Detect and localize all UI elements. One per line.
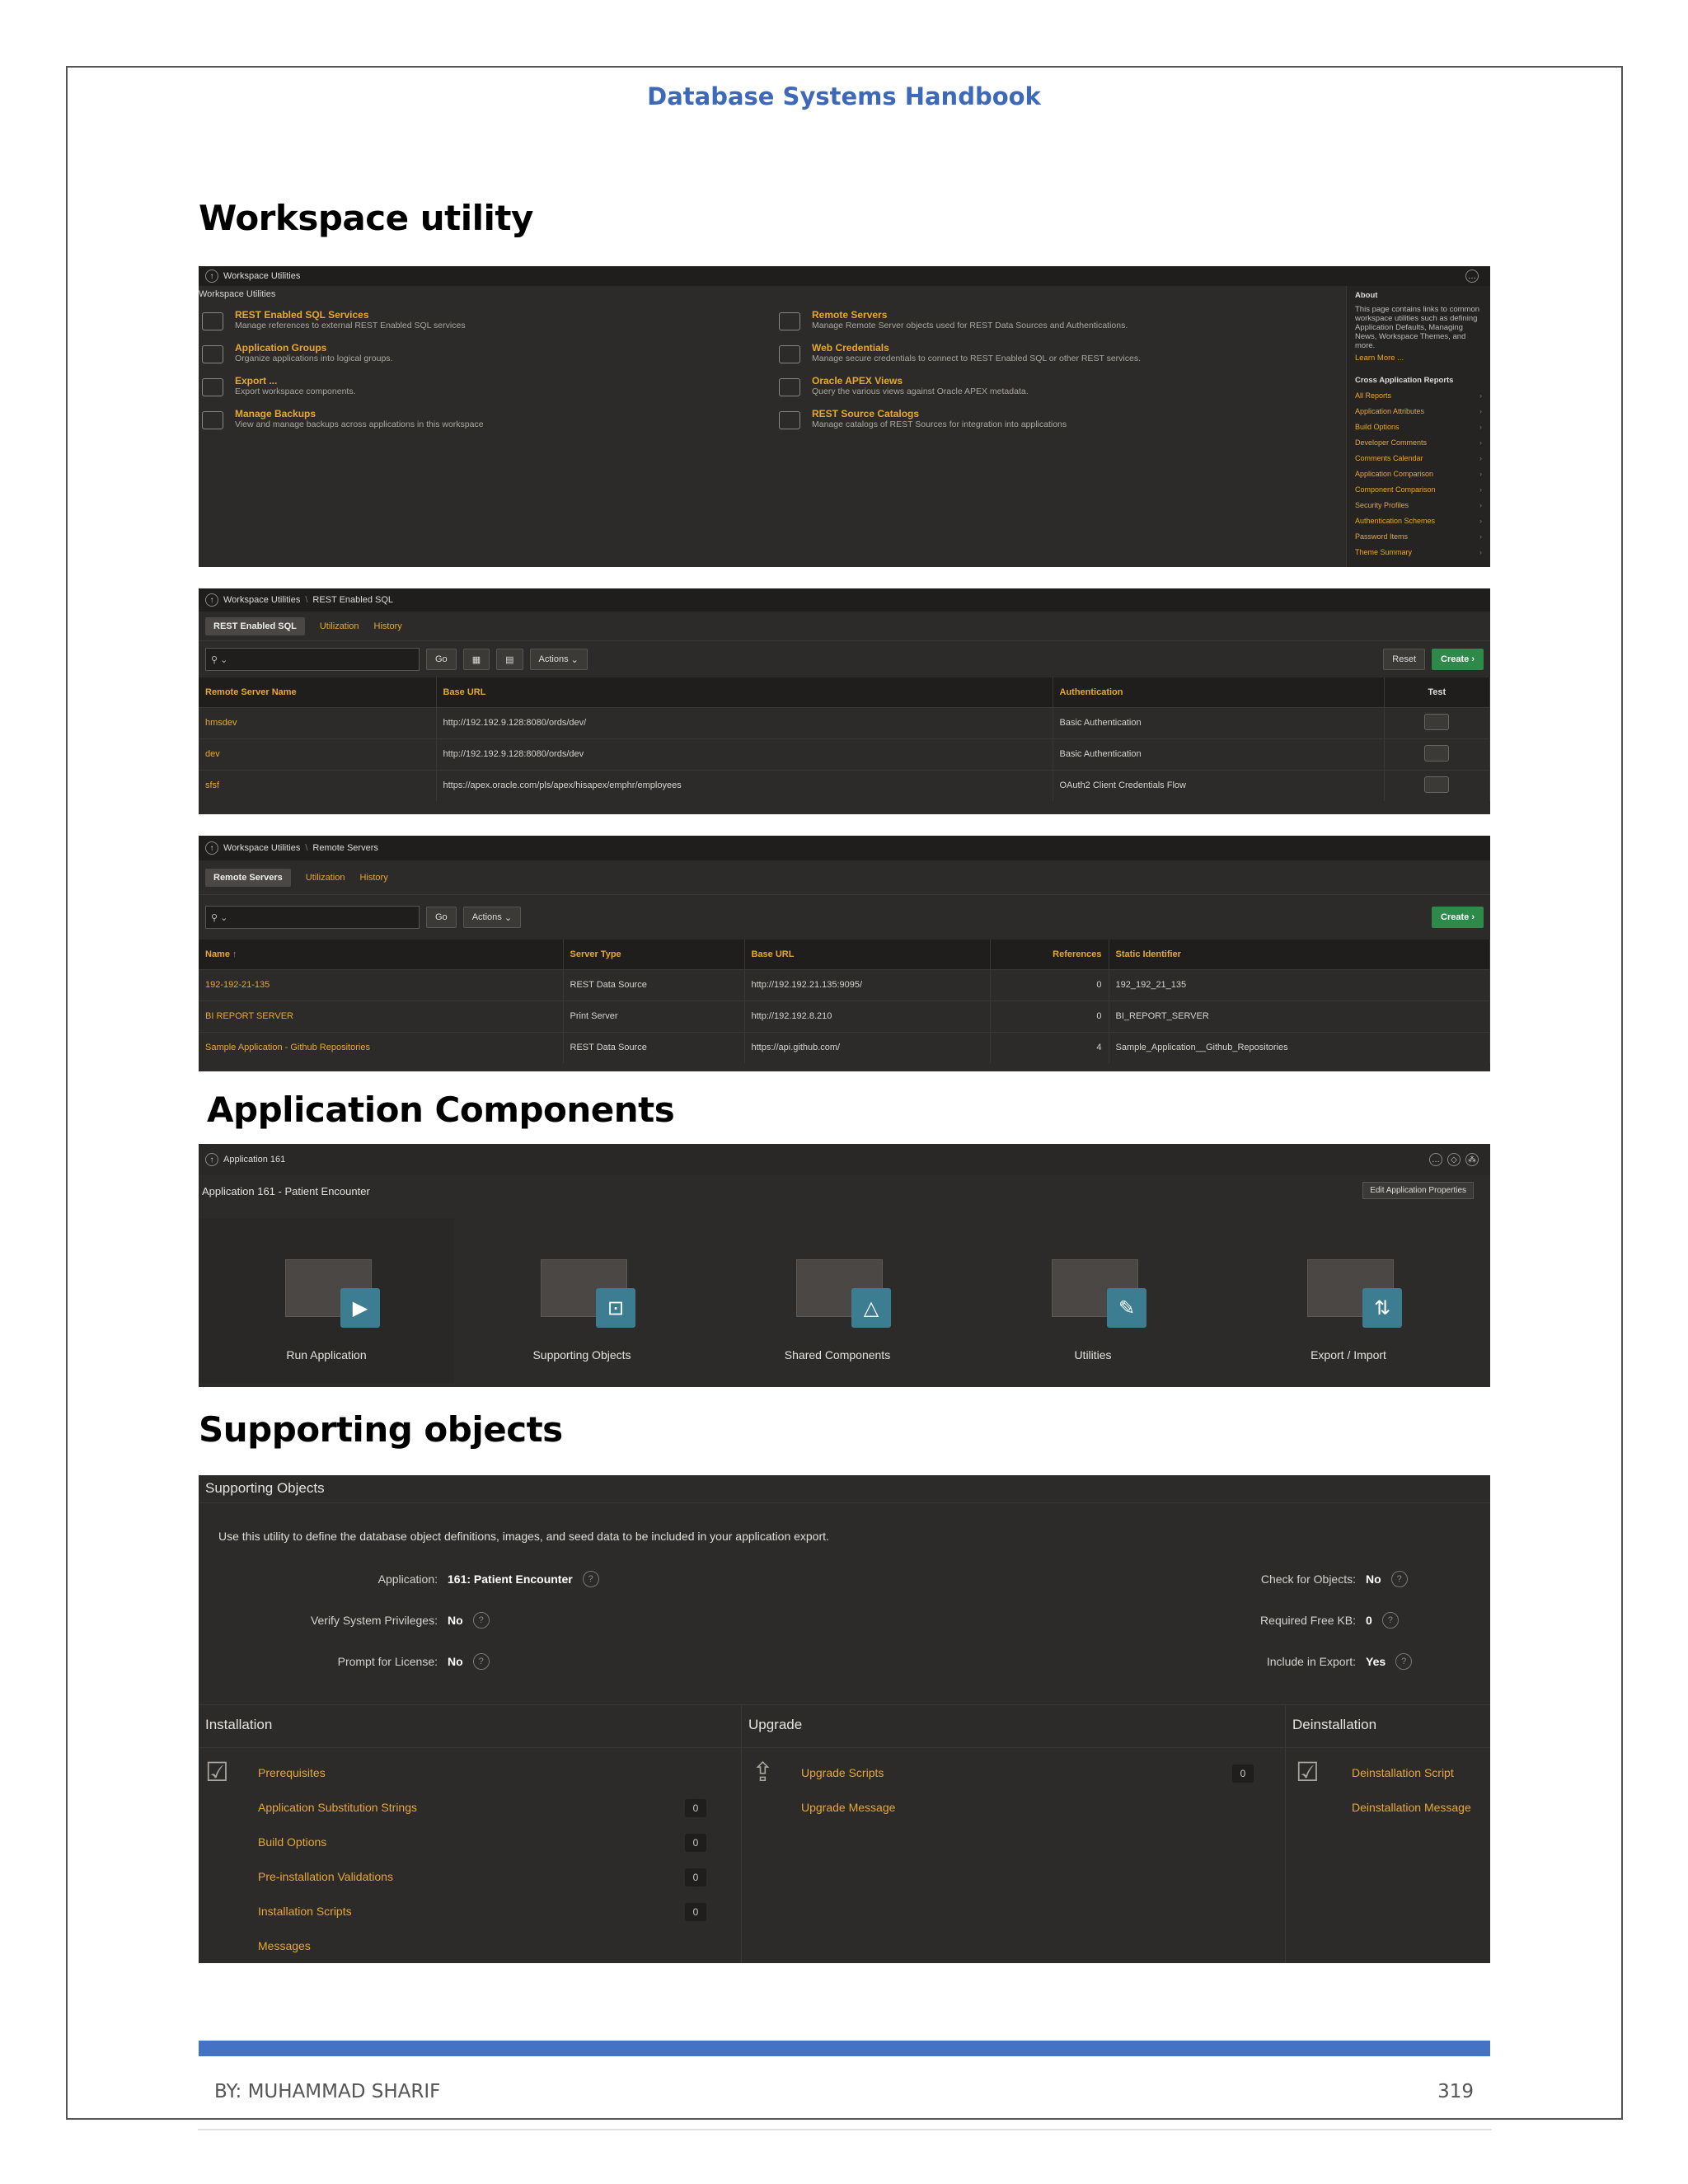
table-cell: 192_192_21_135 (1109, 969, 1490, 1001)
go-button[interactable]: Go (426, 649, 457, 670)
utility-desc: Organize applications into logical groups. (235, 354, 393, 363)
breadcrumb-bar (199, 266, 1490, 286)
export-icon (202, 378, 223, 396)
table-row (199, 1032, 1490, 1063)
description-text: Use this utility to define the database object definitions, images, and seed data to be included in your application export. (218, 1530, 829, 1543)
tab-utilization[interactable]: Utilization (319, 621, 359, 631)
upgrade-title: Upgrade (742, 1705, 1285, 1748)
column-header: Test (1384, 677, 1490, 707)
verify-privileges-field (199, 1612, 490, 1629)
application-home-screenshot (199, 1144, 1490, 1387)
utility-desc: View and manage backups across applications in this workspace (235, 419, 484, 429)
test-connection-button[interactable] (1424, 745, 1449, 762)
utility-desc: Manage secure credentials to connect to REST Enabled SQL or other REST services. (812, 354, 1142, 363)
installation-column (199, 1704, 742, 1963)
upgrade-column (742, 1704, 1286, 1963)
help-icon[interactable]: ? (473, 1612, 490, 1629)
table-cell: https://api.github.com/ (744, 1032, 990, 1063)
table-row (199, 707, 1490, 738)
column-header[interactable]: Remote Server Name (199, 677, 436, 707)
field-value[interactable]: No (448, 1614, 463, 1627)
table-cell[interactable]: sfsf (199, 770, 436, 801)
remote-servers-table (199, 940, 1490, 1063)
about-title: About (1355, 291, 1378, 300)
region-title: Workspace Utilities (199, 289, 276, 299)
views-icon (779, 378, 800, 396)
substitution-strings-link[interactable]: Application Substitution Strings (258, 1801, 417, 1814)
run-application-tile[interactable] (199, 1218, 454, 1383)
bottom-divider (198, 2129, 1492, 2130)
help-icon[interactable]: ? (1391, 1571, 1408, 1587)
application-field (199, 1571, 627, 1587)
test-connection-button[interactable] (1424, 776, 1449, 793)
utility-item[interactable] (199, 408, 759, 439)
section-heading-workspace-utility: Workspace utility (199, 198, 533, 238)
table-cell: http://192.192.8.210 (744, 1001, 990, 1032)
table-cell: Basic Authentication (1053, 738, 1384, 770)
utility-title[interactable]: Web Credentials (812, 342, 889, 354)
utility-title[interactable]: Oracle APEX Views (812, 375, 903, 387)
list-view-icon[interactable]: ▤ (496, 649, 523, 670)
field-label: Application: (377, 1572, 438, 1586)
column-header[interactable]: Base URL (436, 677, 1053, 707)
column-header[interactable]: Static Identifier (1109, 940, 1490, 969)
tile-label: Export / Import (1311, 1348, 1386, 1361)
prerequisites-link[interactable]: Prerequisites (258, 1766, 326, 1779)
about-sidebar (1346, 286, 1490, 567)
report-link[interactable]: Application Attributes › (1355, 404, 1482, 419)
create-button[interactable]: Create › (1432, 649, 1484, 670)
share-icon[interactable]: ⁂ (1465, 1153, 1479, 1166)
tile-label: Supporting Objects (532, 1348, 631, 1361)
required-free-kb-field (1138, 1612, 1399, 1629)
shapes-icon: △ (851, 1288, 891, 1328)
export-import-icon: ⇅ (1362, 1288, 1402, 1328)
field-value[interactable]: No (1366, 1572, 1381, 1586)
field-label: Include in Export: (1266, 1655, 1356, 1668)
tab-remote-servers[interactable]: Remote Servers (205, 869, 291, 887)
server-icon (779, 312, 800, 330)
breadcrumb[interactable]: Application 161 (223, 1155, 286, 1165)
column-header[interactable]: Authentication (1053, 677, 1384, 707)
count-badge: 0 (685, 1903, 706, 1921)
tab-history[interactable]: History (373, 621, 402, 631)
help-icon[interactable]: ? (473, 1653, 490, 1670)
utility-desc: Manage Remote Server objects used for REST Data Sources and Authentications. (812, 321, 1128, 330)
up-arrow-icon[interactable]: ↑ (205, 593, 218, 607)
report-link[interactable]: Developer Comments › (1355, 435, 1482, 451)
report-link[interactable]: Security Profiles › (1355, 498, 1482, 513)
column-header[interactable]: Base URL (744, 940, 990, 969)
utility-item[interactable] (199, 342, 759, 373)
breadcrumb-item[interactable]: Workspace Utilities (223, 843, 301, 853)
report-link[interactable]: Build Options › (1355, 419, 1482, 435)
column-header[interactable]: Server Type (563, 940, 744, 969)
rest-sql-table (199, 677, 1490, 801)
count-badge: 0 (1232, 1765, 1254, 1783)
footer-rule (199, 2041, 1490, 2056)
test-connection-button[interactable] (1424, 714, 1449, 730)
field-label: Check for Objects: (1260, 1572, 1356, 1586)
actions-menu[interactable]: Actions ⌄ (463, 907, 521, 928)
deinstallation-title: Deinstallation (1286, 1705, 1490, 1748)
region-title: Supporting Objects (199, 1475, 1490, 1503)
utility-item[interactable] (199, 375, 759, 406)
checklist-icon: ☑ (205, 1757, 229, 1787)
tab-bar (199, 612, 1490, 641)
go-button[interactable]: Go (426, 907, 457, 928)
tab-utilization[interactable]: Utilization (305, 872, 345, 883)
pre-installation-validations-link[interactable]: Pre-installation Validations (258, 1870, 393, 1883)
search-input[interactable] (205, 906, 420, 929)
prompt-license-field (199, 1653, 490, 1670)
table-cell: 4 (990, 1032, 1109, 1063)
report-link[interactable]: Password Items › (1355, 529, 1482, 545)
breadcrumb[interactable]: Workspace Utilities (223, 271, 301, 281)
tile-label: Run Application (286, 1348, 367, 1361)
table-cell: Basic Authentication (1053, 707, 1384, 738)
actions-menu[interactable]: Actions ⌄ (530, 649, 588, 670)
utility-item[interactable] (776, 309, 1336, 340)
rest-enabled-sql-screenshot (199, 588, 1490, 814)
table-row (199, 738, 1490, 770)
create-button[interactable]: Create › (1432, 907, 1484, 928)
about-text: This page contains links to common workspace utilities such as defining Application Defaults, Managing News, Workspace Themes, and more. (1355, 305, 1480, 350)
utility-title[interactable]: Export ... (235, 375, 278, 387)
utility-item[interactable] (776, 408, 1336, 439)
report-link[interactable]: Comments Calendar › (1355, 451, 1482, 466)
up-arrow-icon[interactable]: ↑ (205, 1153, 218, 1166)
group-icon (202, 345, 223, 363)
breadcrumb-item: REST Enabled SQL (312, 595, 394, 605)
table-cell: OAuth2 Client Credentials Flow (1053, 770, 1384, 801)
report-link[interactable]: Theme Summary › (1355, 545, 1482, 560)
checklist-icon: ☑ (1296, 1757, 1320, 1787)
utilities-region (199, 286, 1342, 567)
table-row (199, 1001, 1490, 1032)
count-badge: 0 (685, 1834, 706, 1852)
remote-servers-screenshot (199, 836, 1490, 1071)
breadcrumb-bar (199, 1144, 1490, 1175)
utility-title[interactable]: Manage Backups (235, 408, 316, 419)
learn-more-link[interactable]: Learn More ... (1355, 354, 1404, 363)
table-row (199, 969, 1490, 1001)
search-icon: ⚲ ⌄ (211, 912, 228, 923)
report-toolbar (199, 641, 1490, 677)
report-link[interactable]: Authentication Schemes › (1355, 513, 1482, 529)
breadcrumb-item[interactable]: Workspace Utilities (223, 595, 301, 605)
upgrade-message-link[interactable]: Upgrade Message (801, 1801, 896, 1814)
section-heading-supporting-objects: Supporting objects (199, 1409, 563, 1450)
application-title: Application 161 - Patient Encounter (202, 1185, 370, 1197)
tile-label: Utilities (1074, 1348, 1112, 1361)
table-cell: http://192.192.21.135:9095/ (744, 969, 990, 1001)
shared-components-tile[interactable] (710, 1218, 965, 1383)
table-cell: 0 (990, 1001, 1109, 1032)
wrench-icon: ✎ (1107, 1288, 1146, 1328)
deinstallation-message-link[interactable]: Deinstallation Message (1352, 1801, 1471, 1814)
reports-title: Cross Application Reports (1355, 376, 1454, 385)
report-link[interactable]: All Reports › (1355, 388, 1482, 404)
utility-item[interactable] (776, 342, 1336, 373)
edit-application-properties-button[interactable]: Edit Application Properties (1362, 1182, 1474, 1199)
grid-view-icon[interactable]: ▦ (463, 649, 490, 670)
table-row (199, 770, 1490, 801)
tag-icon[interactable]: ◇ (1447, 1153, 1461, 1166)
report-toolbar (199, 895, 1490, 940)
utility-title[interactable]: REST Enabled SQL Services (235, 309, 369, 321)
utility-title[interactable]: REST Source Catalogs (812, 408, 920, 419)
breadcrumb-item: Remote Servers (312, 843, 378, 853)
utility-desc: Manage catalogs of REST Sources for integration into applications (812, 419, 1067, 429)
utility-desc: Export workspace components. (235, 387, 356, 396)
help-icon[interactable]: ? (1382, 1612, 1399, 1629)
table-cell[interactable]: dev (199, 738, 436, 770)
breadcrumb-bar: ↑ Workspace Utilities \ REST Enabled SQL (199, 588, 1490, 612)
table-cell: Sample_Application__Github_Repositories (1109, 1032, 1490, 1063)
field-value[interactable]: No (448, 1655, 463, 1668)
table-cell: REST Data Source (563, 969, 744, 1001)
field-label: Required Free KB: (1260, 1614, 1356, 1627)
help-icon[interactable]: ? (1395, 1653, 1412, 1670)
search-icon: ⚲ ⌄ (211, 654, 228, 665)
table-cell: 0 (990, 969, 1109, 1001)
up-arrow-icon[interactable]: ↑ (205, 841, 218, 855)
table-cell: BI_REPORT_SERVER (1109, 1001, 1490, 1032)
chat-icon[interactable]: … (1429, 1153, 1442, 1166)
page-number: 319 (1437, 2081, 1474, 2102)
build-options-link[interactable]: Build Options (258, 1835, 327, 1849)
utility-item[interactable] (199, 309, 759, 340)
key-icon (779, 345, 800, 363)
tile-label: Shared Components (784, 1348, 891, 1361)
supporting-objects-icon: ⊡ (596, 1288, 635, 1328)
section-heading-application-components: Application Components (207, 1090, 675, 1130)
rest-sql-icon (202, 312, 223, 330)
report-link[interactable]: Component Comparison › (1355, 482, 1482, 498)
table-cell: REST Data Source (563, 1032, 744, 1063)
supporting-objects-tile[interactable] (454, 1218, 710, 1383)
workspace-utilities-screenshot (199, 266, 1490, 567)
table-cell[interactable]: BI REPORT SERVER (199, 1001, 563, 1032)
field-value[interactable]: 0 (1366, 1614, 1372, 1627)
table-cell[interactable]: hmsdev (199, 707, 436, 738)
backup-icon (202, 411, 223, 429)
column-header[interactable]: Name ↑ (199, 940, 563, 969)
table-cell: https://apex.oracle.com/pls/apex/hisapex/emphr/employees (436, 770, 1053, 801)
table-cell[interactable]: 192-192-21-135 (199, 969, 563, 1001)
help-icon[interactable]: ? (583, 1571, 599, 1587)
table-cell[interactable]: Sample Application - Github Repositories (199, 1032, 563, 1063)
field-value[interactable]: 161: Patient Encounter (448, 1572, 573, 1586)
upgrade-icon: ⇪ (752, 1757, 774, 1787)
include-in-export-field (1138, 1653, 1412, 1670)
tab-bar (199, 860, 1490, 895)
utility-desc: Manage references to external REST Enabled SQL services (235, 321, 466, 330)
table-cell: http://192.192.9.128:8080/ords/dev/ (436, 707, 1053, 738)
deinstallation-script-link[interactable]: Deinstallation Script (1352, 1766, 1454, 1779)
count-badge: 0 (685, 1799, 706, 1817)
count-badge: 0 (685, 1868, 706, 1886)
play-icon: ▶ (340, 1288, 380, 1328)
check-objects-field (1138, 1571, 1408, 1587)
utility-item[interactable] (776, 375, 1336, 406)
chat-icon[interactable]: … (1465, 269, 1479, 283)
field-label: Prompt for License: (337, 1655, 438, 1668)
report-link[interactable]: Application Comparison › (1355, 466, 1482, 482)
installation-title: Installation (199, 1705, 741, 1748)
utility-desc: Query the various views against Oracle APEX metadata. (812, 387, 1029, 396)
installation-scripts-link[interactable]: Installation Scripts (258, 1905, 352, 1918)
reset-button[interactable]: Reset (1383, 649, 1425, 670)
column-header[interactable]: References (990, 940, 1109, 969)
upgrade-scripts-link[interactable]: Upgrade Scripts (801, 1766, 884, 1779)
utility-title[interactable]: Remote Servers (812, 309, 888, 321)
up-arrow-icon[interactable]: ↑ (205, 269, 218, 283)
running-header: Database Systems Handbook (647, 82, 1041, 110)
search-input[interactable] (205, 648, 420, 671)
table-cell: Print Server (563, 1001, 744, 1032)
table-cell: http://192.192.9.128:8080/ords/dev (436, 738, 1053, 770)
supporting-objects-screenshot (199, 1475, 1490, 1963)
download-icon (779, 411, 800, 429)
tab-history[interactable]: History (359, 872, 388, 883)
field-label: Verify System Privileges: (310, 1614, 438, 1627)
export-import-tile[interactable] (1221, 1218, 1476, 1383)
utilities-tile[interactable] (965, 1218, 1221, 1383)
tab-rest-enabled-sql[interactable]: REST Enabled SQL (205, 617, 305, 635)
footer-author: BY: MUHAMMAD SHARIF (214, 2081, 441, 2102)
utility-title[interactable]: Application Groups (235, 342, 327, 354)
breadcrumb-bar: ↑ Workspace Utilities \ Remote Servers (199, 836, 1490, 860)
deinstallation-column (1286, 1704, 1490, 1963)
messages-link[interactable]: Messages (258, 1939, 311, 1952)
field-value[interactable]: Yes (1366, 1655, 1386, 1668)
